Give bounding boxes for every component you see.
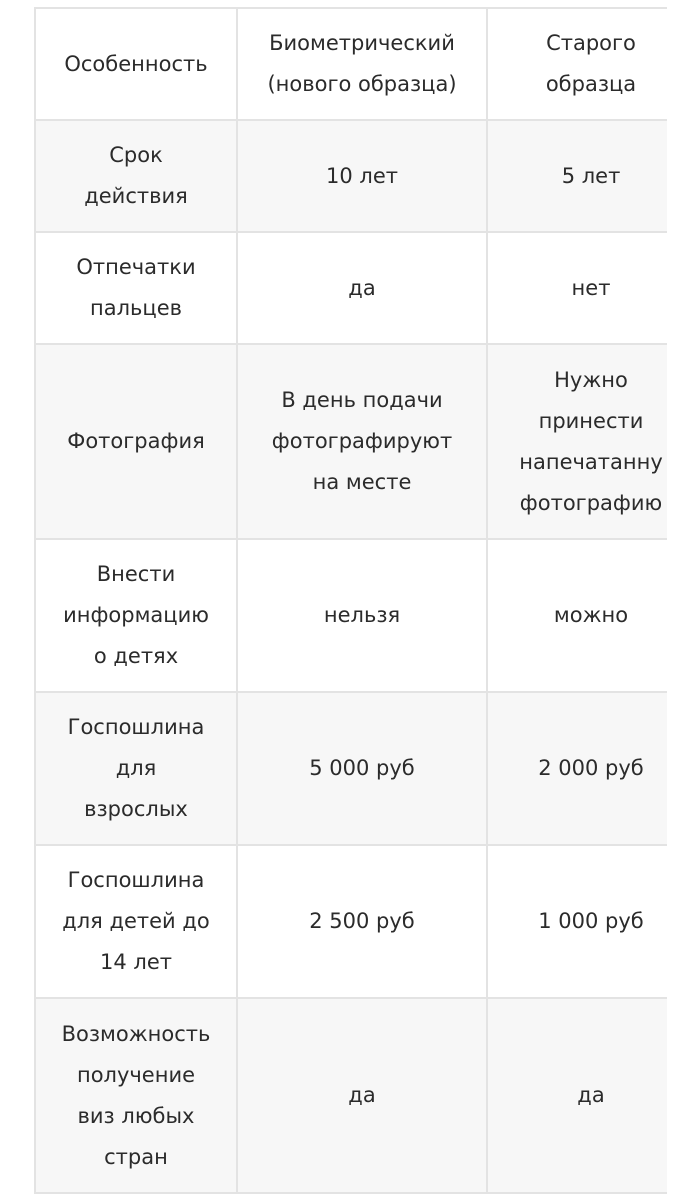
- cell-old: 5 лет: [487, 120, 667, 232]
- cell-old: 1 000 руб: [487, 845, 667, 998]
- table-row: [35, 998, 667, 1193]
- cell-feature: Госпошлина для детей до 14 лет: [35, 845, 237, 998]
- table-row: [35, 692, 667, 845]
- cell-old: нет: [487, 232, 667, 344]
- cell-biometric: нельзя: [237, 539, 487, 692]
- table-row: [35, 344, 667, 539]
- table-row: [35, 539, 667, 692]
- cell-feature: Возможность получение виз любых стран: [35, 998, 237, 1193]
- header-old: Старого образца: [487, 8, 667, 120]
- cell-old: да: [487, 998, 667, 1193]
- table-row: [35, 120, 667, 232]
- header-biometric: Биометрический (нового образца): [237, 8, 487, 120]
- passport-comparison-table: [34, 7, 667, 1194]
- cell-biometric: да: [237, 998, 487, 1193]
- table-header-row: [35, 8, 667, 120]
- cell-old: можно: [487, 539, 667, 692]
- cell-biometric: 5 000 руб: [237, 692, 487, 845]
- cell-feature: Внести информацию о детях: [35, 539, 237, 692]
- table-row: [35, 232, 667, 344]
- cell-feature: Отпечатки пальцев: [35, 232, 237, 344]
- cell-feature: Срок действия: [35, 120, 237, 232]
- cell-old: Нужно принести напечатанну фотографию: [487, 344, 667, 539]
- header-feature: Особенность: [35, 8, 237, 120]
- cell-old: 2 000 руб: [487, 692, 667, 845]
- table-row: [35, 845, 667, 998]
- cell-biometric: 2 500 руб: [237, 845, 487, 998]
- cell-biometric: 10 лет: [237, 120, 487, 232]
- cell-feature: Фотография: [35, 344, 237, 539]
- cell-biometric: да: [237, 232, 487, 344]
- cell-feature: Госпошлина для взрослых: [35, 692, 237, 845]
- cell-biometric: В день подачи фотографируют на месте: [237, 344, 487, 539]
